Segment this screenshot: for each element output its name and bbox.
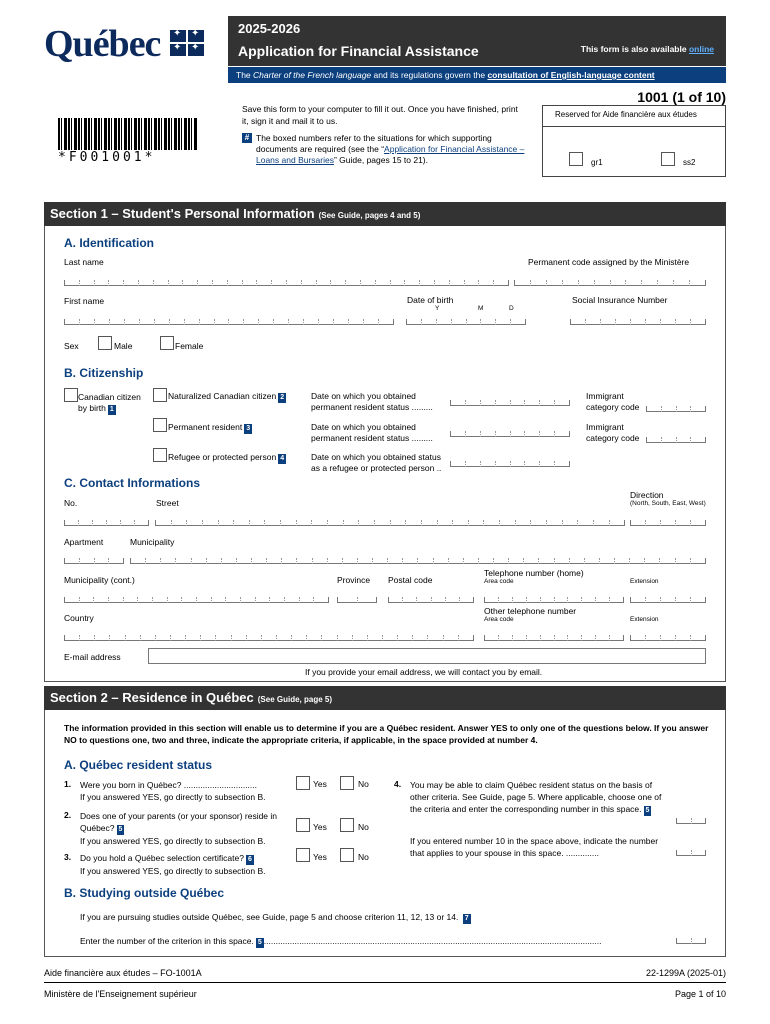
- boxed-number-icon: #: [242, 133, 252, 143]
- q1-text: Were you born in Québec? ............................... If you answered YES, go directly to subsection B.: [80, 780, 266, 802]
- q3-yes-label: Yes: [313, 852, 327, 862]
- q2-no-checkbox[interactable]: [340, 818, 354, 832]
- immigrant-label-2: Immigrant category code: [586, 422, 640, 443]
- date-ref-label: Date on which you obtained status as a refugee or protected person ..: [311, 452, 442, 473]
- footer-divider: [44, 982, 726, 983]
- municipality-cont-label: Municipality (cont.): [64, 575, 135, 585]
- q1-num: 1.: [64, 779, 72, 789]
- footer-page: Page 1 of 10: [674, 989, 726, 999]
- ext-label-2: Extension: [630, 616, 659, 623]
- country-field[interactable]: [64, 627, 474, 641]
- q4b-text: If you entered number 10 in the space above, indicate the number that applies to your spouse in this space. ..............: [410, 836, 659, 858]
- male-label: Male: [114, 341, 133, 351]
- sin-field[interactable]: [570, 311, 706, 325]
- header-bar: [228, 16, 726, 66]
- ss2-checkbox[interactable]: [661, 152, 675, 166]
- footer-form-code: Aide financière aux études – FO-1001A: [44, 968, 202, 978]
- permanent-code-field[interactable]: [514, 272, 706, 286]
- q4-spouse-field[interactable]: [676, 842, 706, 856]
- form-year: 2025-2026: [238, 21, 301, 36]
- email-note: If you provide your email address, we will contact you by email.: [305, 667, 543, 677]
- q2-yes-label: Yes: [313, 822, 327, 832]
- sex-label: Sex: [64, 341, 79, 351]
- permanent-code-label: Permanent code assigned by the Ministère: [528, 257, 690, 267]
- canadian-label: Canadian citizen by birth 1: [78, 392, 141, 413]
- reserved-box: Reserved for Aide financière aux études gr1 ss2: [542, 105, 726, 177]
- footer-version: 22-1299A (2025-01): [645, 968, 726, 978]
- q1-yes-checkbox[interactable]: [296, 776, 310, 790]
- country-label: Country: [64, 613, 94, 623]
- date-prs-field-2[interactable]: [450, 423, 570, 437]
- quebec-logo: Québec: [44, 23, 161, 65]
- section1-bar: Section 1 – Student's Personal Information (See Guide, pages 4 and 5): [44, 202, 726, 226]
- save-instructions: Save this form to your computer to fill it out. Once you have finished, print it, sign it and mail it to us.: [242, 104, 518, 126]
- footer-ministry: Ministère de l'Enseignement supérieur: [44, 989, 197, 999]
- also-available: This form is also available online: [580, 44, 714, 54]
- first-name-field[interactable]: [64, 311, 394, 325]
- dob-d: D: [509, 305, 514, 312]
- q2-text: Does one of your parents (or your sponsor) reside in Québec? 5 If you answered YES, go directly to subsection B.: [80, 811, 278, 846]
- studying-heading: B. Studying outside Québec: [64, 886, 225, 900]
- online-link[interactable]: online: [688, 44, 714, 54]
- postal-label: Postal code: [388, 575, 433, 585]
- dob-y: Y: [435, 305, 440, 312]
- q3-num: 3.: [64, 852, 72, 862]
- postal-field[interactable]: [388, 589, 474, 603]
- street-label: Street: [156, 498, 179, 508]
- street-field[interactable]: [155, 512, 625, 526]
- barcode-text: *F001001*: [58, 150, 156, 165]
- direction-sub: (North, South, East, West): [630, 500, 706, 507]
- english-content-link[interactable]: consultation of English-language content: [487, 70, 655, 80]
- q3-no-checkbox[interactable]: [340, 848, 354, 862]
- permanent-label: Permanent resident 3: [168, 422, 251, 432]
- identification-heading: A. Identification: [64, 236, 154, 250]
- province-label: Province: [337, 575, 371, 585]
- guide-link[interactable]: Application for Financial Assistance – Loans and Bursaries: [256, 144, 525, 165]
- dob-m: M: [478, 305, 484, 312]
- q1-no-checkbox[interactable]: [340, 776, 354, 790]
- no-label: No.: [64, 498, 78, 508]
- boxed-numbers-note: The boxed numbers refer to the situations for which supporting documents are required (see the “Application for Financial Assistance – Loans and Bursaries” Guide, pages 15 to 21).: [256, 133, 525, 165]
- gr1-label: gr1: [591, 158, 603, 167]
- area-label-2: Area code: [484, 616, 514, 623]
- direction-field[interactable]: [630, 512, 706, 526]
- refugee-label: Refugee or protected person 4: [168, 452, 285, 462]
- first-name-label: First name: [64, 296, 105, 306]
- q3-yes-checkbox[interactable]: [296, 848, 310, 862]
- form-number: 1001 (1 of 10): [637, 89, 726, 105]
- criterion-text: Enter the number of the criterion in this space. 5 ...............................................................................................................................................: [80, 936, 602, 946]
- q2-no-label: No: [358, 822, 369, 832]
- q3-no-label: No: [358, 852, 369, 862]
- last-name-field[interactable]: [64, 272, 509, 286]
- immigrant-field-2[interactable]: [646, 429, 706, 443]
- ext-field-1[interactable]: [630, 589, 706, 603]
- dob-field[interactable]: [406, 311, 526, 325]
- date-prs-label-2: Date on which you obtained permanent resident status .........: [311, 422, 433, 443]
- female-label: Female: [175, 341, 204, 351]
- email-label: E-mail address: [64, 652, 121, 662]
- date-prs-label-1: Date on which you obtained permanent resident status .........: [311, 391, 433, 412]
- canadian-checkbox[interactable]: [64, 388, 78, 402]
- email-field[interactable]: [148, 648, 706, 664]
- female-checkbox[interactable]: [160, 336, 174, 350]
- charter-bar: The Charter of the French language and its regulations govern the consultation of English-language content: [228, 67, 726, 83]
- direction-label: Direction: [630, 490, 664, 500]
- immigrant-label-1: Immigrant category code: [586, 391, 640, 412]
- area-label-1: Area code: [484, 578, 514, 585]
- gr1-checkbox[interactable]: [569, 152, 583, 166]
- male-checkbox[interactable]: [98, 336, 112, 350]
- section2-bar: Section 2 – Residence in Québec (See Guide, page 5): [44, 686, 726, 710]
- date-prs-field-1[interactable]: [450, 392, 570, 406]
- refugee-checkbox[interactable]: [153, 448, 167, 462]
- ext-label-1: Extension: [630, 578, 659, 585]
- immigrant-field-1[interactable]: [646, 398, 706, 412]
- q1-yes-label: Yes: [313, 779, 327, 789]
- tel-home-field[interactable]: [484, 589, 624, 603]
- q3-text: Do you hold a Québec selection certificate? 6 If you answered YES, go directly to subsection B.: [80, 853, 266, 876]
- ss2-label: ss2: [683, 158, 696, 167]
- municipality-label: Municipality: [130, 537, 175, 547]
- resident-heading: A. Québec resident status: [64, 758, 213, 772]
- q2-yes-checkbox[interactable]: [296, 818, 310, 832]
- municipality-field[interactable]: [130, 550, 706, 564]
- q4-text: You may be able to claim Québec resident status on the basis of other criteria. See Guide, page 5. Where applicable, choose one of the criteria and enter the corresponding number in this space. 5: [410, 780, 662, 814]
- apartment-field[interactable]: [64, 550, 124, 564]
- apartment-label: Apartment: [64, 537, 104, 547]
- barcode: [58, 118, 198, 150]
- criterion-field[interactable]: [676, 930, 706, 944]
- ext-field-2[interactable]: [630, 627, 706, 641]
- dob-label: Date of birth: [407, 295, 454, 305]
- q2-num: 2.: [64, 810, 72, 820]
- municipality-cont-field[interactable]: [64, 589, 329, 603]
- province-field[interactable]: [337, 589, 377, 603]
- naturalized-label: Naturalized Canadian citizen 2: [168, 391, 285, 401]
- date-ref-field[interactable]: [450, 453, 570, 467]
- contact-heading: C. Contact Informations: [64, 476, 201, 490]
- section2-intro: The information provided in this section will enable us to determine if you are a Québec resident. Answer YES to only one of the questions below. If you answer NO to questions one, two and three, indicate the appropriate criteria, if applicable, in the space provided at number 4.: [64, 723, 709, 745]
- permanent-checkbox[interactable]: [153, 418, 167, 432]
- fleurdelise-icon: [170, 30, 204, 56]
- q1-no-label: No: [358, 779, 369, 789]
- last-name-label: Last name: [64, 257, 104, 267]
- other-tel-label: Other telephone number: [484, 606, 577, 616]
- other-tel-field[interactable]: [484, 627, 624, 641]
- studying-text: If you are pursuing studies outside Québec, see Guide, page 5 and choose criterion 11, 12, 13 or 14. 7: [80, 912, 469, 922]
- form-title: Application for Financial Assistance: [238, 43, 479, 59]
- citizenship-heading: B. Citizenship: [64, 366, 144, 380]
- no-field[interactable]: [64, 512, 149, 526]
- q4-criterion-field[interactable]: [676, 810, 706, 824]
- tel-home-label: Telephone number (home): [484, 568, 584, 578]
- naturalized-checkbox[interactable]: [153, 388, 167, 402]
- sin-label: Social Insurance Number: [572, 295, 668, 305]
- q4-num: 4.: [394, 779, 402, 789]
